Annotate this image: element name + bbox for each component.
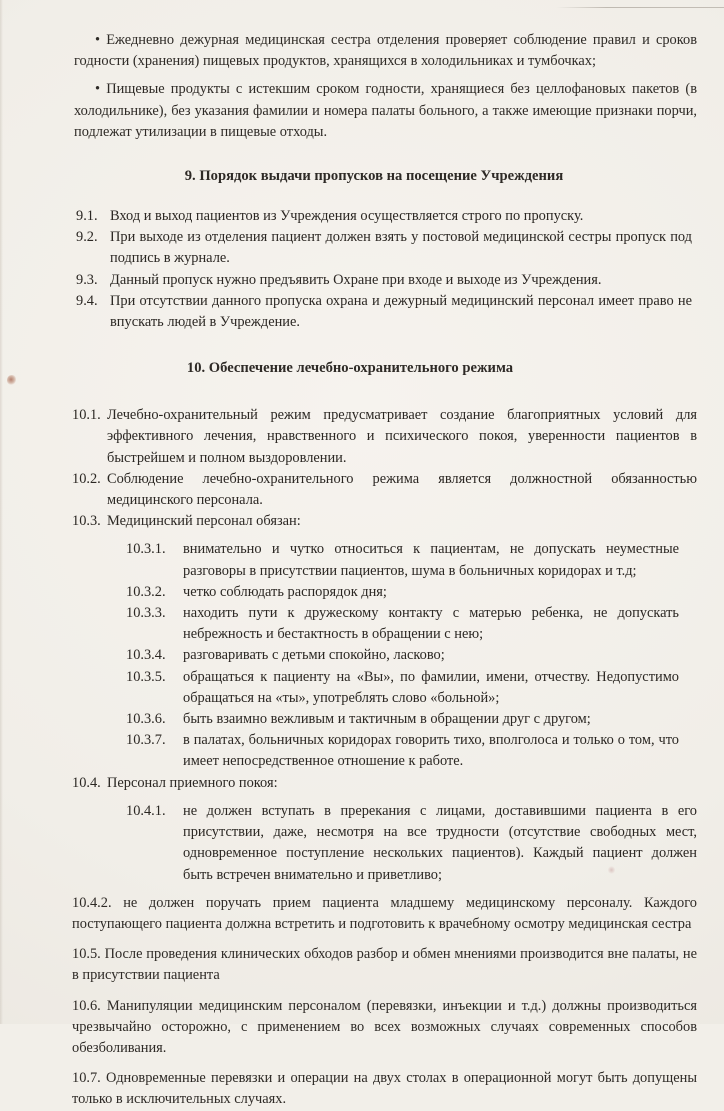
list-item-text: Данный пропуск нужно предъявить Охране при входе и выходе из Учреждения.: [110, 271, 602, 288]
sub-list-item-text: не должен вступать в пререкания с лицами, доставившими пациента в его присутствии, даже, несмотря на все трудности (отсутствие свободных мест, одновременное поступление нескольких пациентов). Каждый пациент должен быть встречен внимательно и приветливо;: [183, 802, 697, 883]
sub-list-item-text: обращаться к пациенту на «Вы», по фамилии, имени, отчеству. Недопустимо обращаться на «ты», употреблять слово «больной»;: [183, 668, 679, 706]
list-item-number: 10.2.: [72, 470, 101, 487]
list-item-text: Персонал приемного покоя:: [107, 774, 278, 791]
flat-paragraph: 10.6. Манипуляции медицинским персоналом (перевязки, инъекции и т.д.) должны производиться чрезвычайно осторожно, с применением во всех возможных случаях современных способов обезболивания.: [72, 997, 697, 1056]
sub-list-item-text: разговаривать с детьми спокойно, ласково;: [183, 647, 445, 664]
sub-list-item-number: 10.3.4.: [126, 647, 166, 664]
list-item-text: Вход и выход пациентов из Учреждения осуществляется строго по пропуску.: [110, 208, 584, 225]
flat-paragraph: 10.7. Одновременные перевязки и операции на двух столах в операционной могут быть допущены только в исключительных случаях.: [72, 1070, 697, 1108]
list-item-number: 9.3.: [76, 271, 98, 288]
sub-list-item-text: внимательно и чутко относиться к пациентам, не допускать неуместные разговоры в присутствии пациентов, шума в больничных коридорах и т.д;: [183, 541, 679, 579]
sub-list-item: [126, 730, 679, 772]
sub-list-item: [126, 709, 679, 730]
sub-list-item-text: находить пути к дружескому контакту с матерью ребенка, не допускать небрежность и бестактность в обращении с нею;: [183, 605, 679, 643]
sub-list-item-number: 10.3.3.: [126, 605, 166, 622]
sub-list-item-number: 10.3.2.: [126, 583, 166, 600]
list-item-text: Медицинский персонал обязан:: [107, 513, 301, 530]
section-9-heading: 9. Порядок выдачи пропусков на посещение Учреждения: [184, 168, 564, 185]
sub-list-item-text: в палатах, больничных коридорах говорить тихо, вполголоса и только о том, что имеет непосредственное отношение к работе.: [183, 732, 679, 770]
list-item: [72, 511, 697, 532]
list-item-number: 10.4.: [72, 774, 101, 791]
list-item-number: 10.1.: [72, 407, 101, 424]
list-item: [72, 405, 697, 469]
intro-bullet-paragraph: • Пищевые продукты с истекшим сроком годности, хранящиеся без целлофановых пакетов (в холодильнике), без указания фамилии и номера палаты больного, а также имеющие признаки порчи, подлежат утилизации в пищевые отходы.: [74, 81, 697, 140]
list-item-text: При отсутствии данного пропуска охрана и дежурный медицинский персонал имеет право не впускать людей в Учреждение.: [110, 292, 692, 331]
list-item: [76, 291, 692, 333]
list-item: [76, 227, 692, 269]
list-item-number: 9.4.: [76, 292, 98, 309]
intro-bullet-paragraph: • Ежедневно дежурная медицинская сестра отделения проверяет соблюдение правил и сроков годности (хранения) пищевых продуктов, хранящихся в холодильниках и тумбочках;: [74, 32, 697, 70]
sub-list-item: [126, 539, 679, 581]
sub-list-item-number: 10.4.1.: [126, 802, 166, 819]
list-item: [72, 773, 697, 794]
list-item: [72, 469, 697, 511]
section-10-heading: 10. Обеспечение лечебно-охранительного режима: [186, 360, 514, 377]
sub-list-item: [126, 645, 679, 666]
list-item-number: 9.1.: [76, 208, 98, 225]
sub-list-item-text: быть взаимно вежливым и тактичным в обращении друг с другом;: [183, 711, 591, 728]
list-item-text: Лечебно-охранительный режим предусматривает создание благоприятных условий для эффективного лечения, нравственного и психического покоя, уверенности пациентов в быстрейшем и полном выздоровлении.: [107, 407, 697, 466]
flat-paragraph: 10.4.2. не должен поручать прием пациента младшему медицинскому персоналу. Каждого поступающего пациента должна встретить и подготовить к врачебному осмотру медицинская сестра: [72, 894, 697, 932]
list-item-text: Соблюдение лечебно-охранительного режима является должностной обязанностью медицинского персонала.: [107, 470, 697, 509]
sub-list-item: [126, 603, 679, 645]
flat-paragraph: 10.5. После проведения клинических обходов разбор и обмен мнениями производится вне палаты, не в присутствии пациента: [72, 946, 697, 984]
sub-list-item-number: 10.3.7.: [126, 732, 166, 749]
list-item: [76, 206, 692, 227]
sub-list-item-number: 10.3.6.: [126, 711, 166, 728]
list-item: [76, 270, 692, 291]
sub-list-item-number: 10.3.1.: [126, 541, 166, 558]
sub-list-item: [126, 667, 679, 709]
list-item-number: 9.2.: [76, 229, 98, 246]
sub-list-item-number: 10.3.5.: [126, 668, 166, 685]
sub-list-item-text: четко соблюдать распорядок дня;: [183, 583, 387, 600]
list-item-text: При выходе из отделения пациент должен взять у постовой медицинской сестры пропуск под подпись в журнале.: [110, 229, 692, 267]
sub-list-item: [126, 801, 697, 886]
list-item-number: 10.3.: [72, 513, 101, 530]
sub-list-item: [126, 582, 679, 603]
